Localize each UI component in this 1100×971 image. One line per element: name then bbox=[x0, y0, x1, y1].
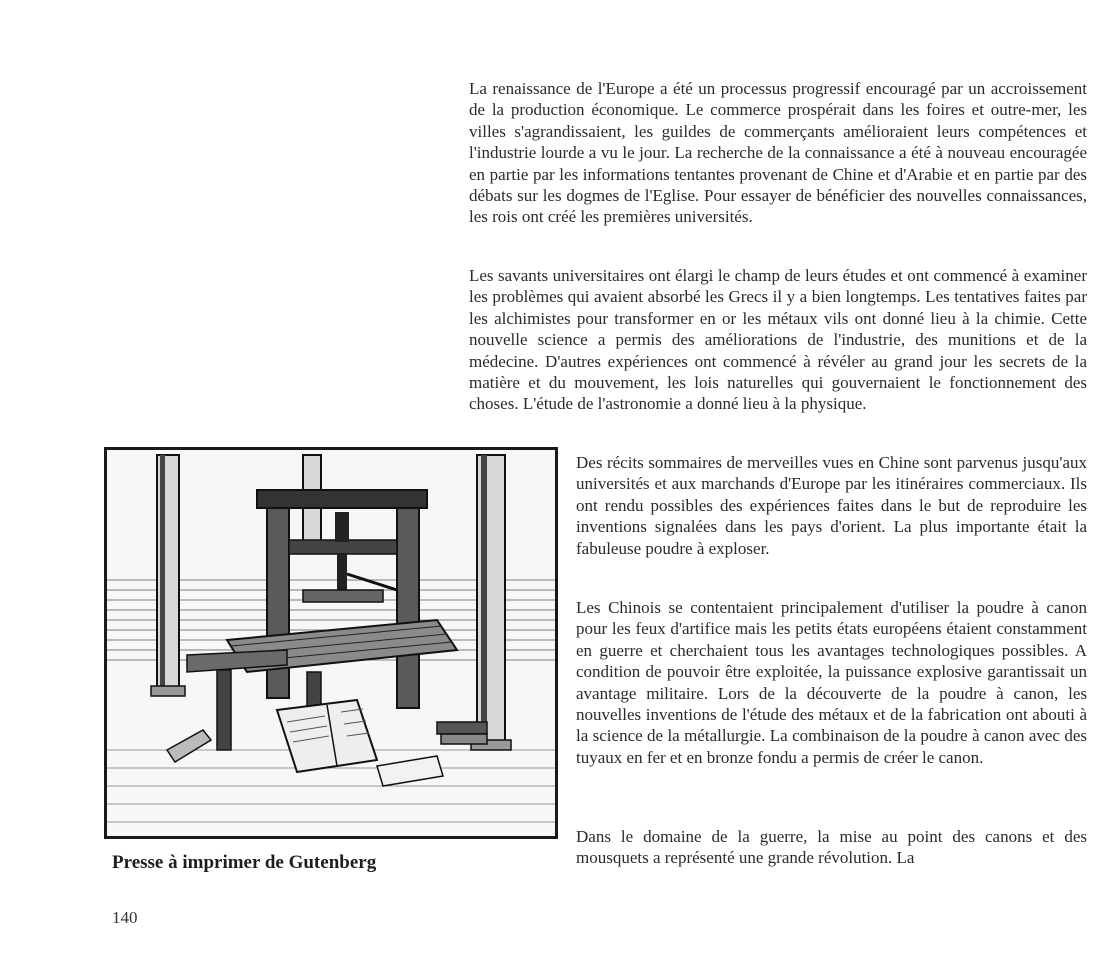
page-number: 140 bbox=[112, 908, 138, 927]
figure-caption: Presse à imprimer de Gutenberg bbox=[112, 852, 377, 873]
printing-press-illustration bbox=[107, 450, 555, 836]
paragraph-chinois-poudre: Les Chinois se contentaient principalement d'utiliser la poudre à canon pour les feux d'artifice mais les petits états européens étaient constamment en guerre et cherchaient tous les avantages technologiques possibles. A condition de pouvoir être exploitée, la puissance explosive garantissait un avantage militaire. Lors de la découverte de la poudre à canon, les nouvelles inventions de l'étude des métaux et de la fabrication ont abouti à la science de la métallurgie. La combinaison de la poudre à canon avec des tuyaux en fer et en bronze fondu a permis de créer le canon. bbox=[576, 598, 1087, 767]
figure-printing-press bbox=[104, 447, 558, 839]
paragraph-renaissance: La renaissance de l'Europe a été un processus progressif encouragé par un accroissement de la production économique. Le commerce prospérait dans les foires et outre-mer, les villes s'agrandissaient, les guildes de commerçants amélioraient leurs compétences et l'industrie lourde a vu le jour. La recherche de la connaissance a été à nouveau encouragée en partie par les informations tentantes provenant de Chine et d'Arabie et en partie par des débats sur les dogmes de l'Eglise. Pour essayer de bénéficier des nouvelles connaissances, les rois ont créé les premières universités. bbox=[469, 79, 1087, 227]
paragraph-savants: Les savants universitaires ont élargi le champ de leurs études et ont commencé à examiner les problèmes qui avaient absorbé les Grecs il y a bien longtemps. Les tentatives faites par les alchimistes pour transformer en or les métaux vils ont donné lieu à la chimie. Cette nouvelle science a permis des améliorations de l'industrie, des munitions et de la médecine. D'autres expériences ont commencé à révéler au grand jour les secrets de la matière et du mouvement, les lois naturelles qui gouvernaient le fonctionnement des choses. L'étude de l'astronomie a donné lieu à la physique. bbox=[469, 266, 1087, 414]
paragraph-recits-chine: Des récits sommaires de merveilles vues en Chine sont parvenus jusqu'aux universités et aux marchands d'Europe par les itinéraires commerciaux. Ils ont rendu possibles des expériences faites dans le but de reproduire les inventions signalées dans les pays d'orient. La plus importante était la fabuleuse poudre à exploser. bbox=[576, 453, 1087, 558]
paragraph-guerre-canons: Dans le domaine de la guerre, la mise au point des canons et des mousquets a représenté une grande révolution. La bbox=[576, 827, 1087, 868]
